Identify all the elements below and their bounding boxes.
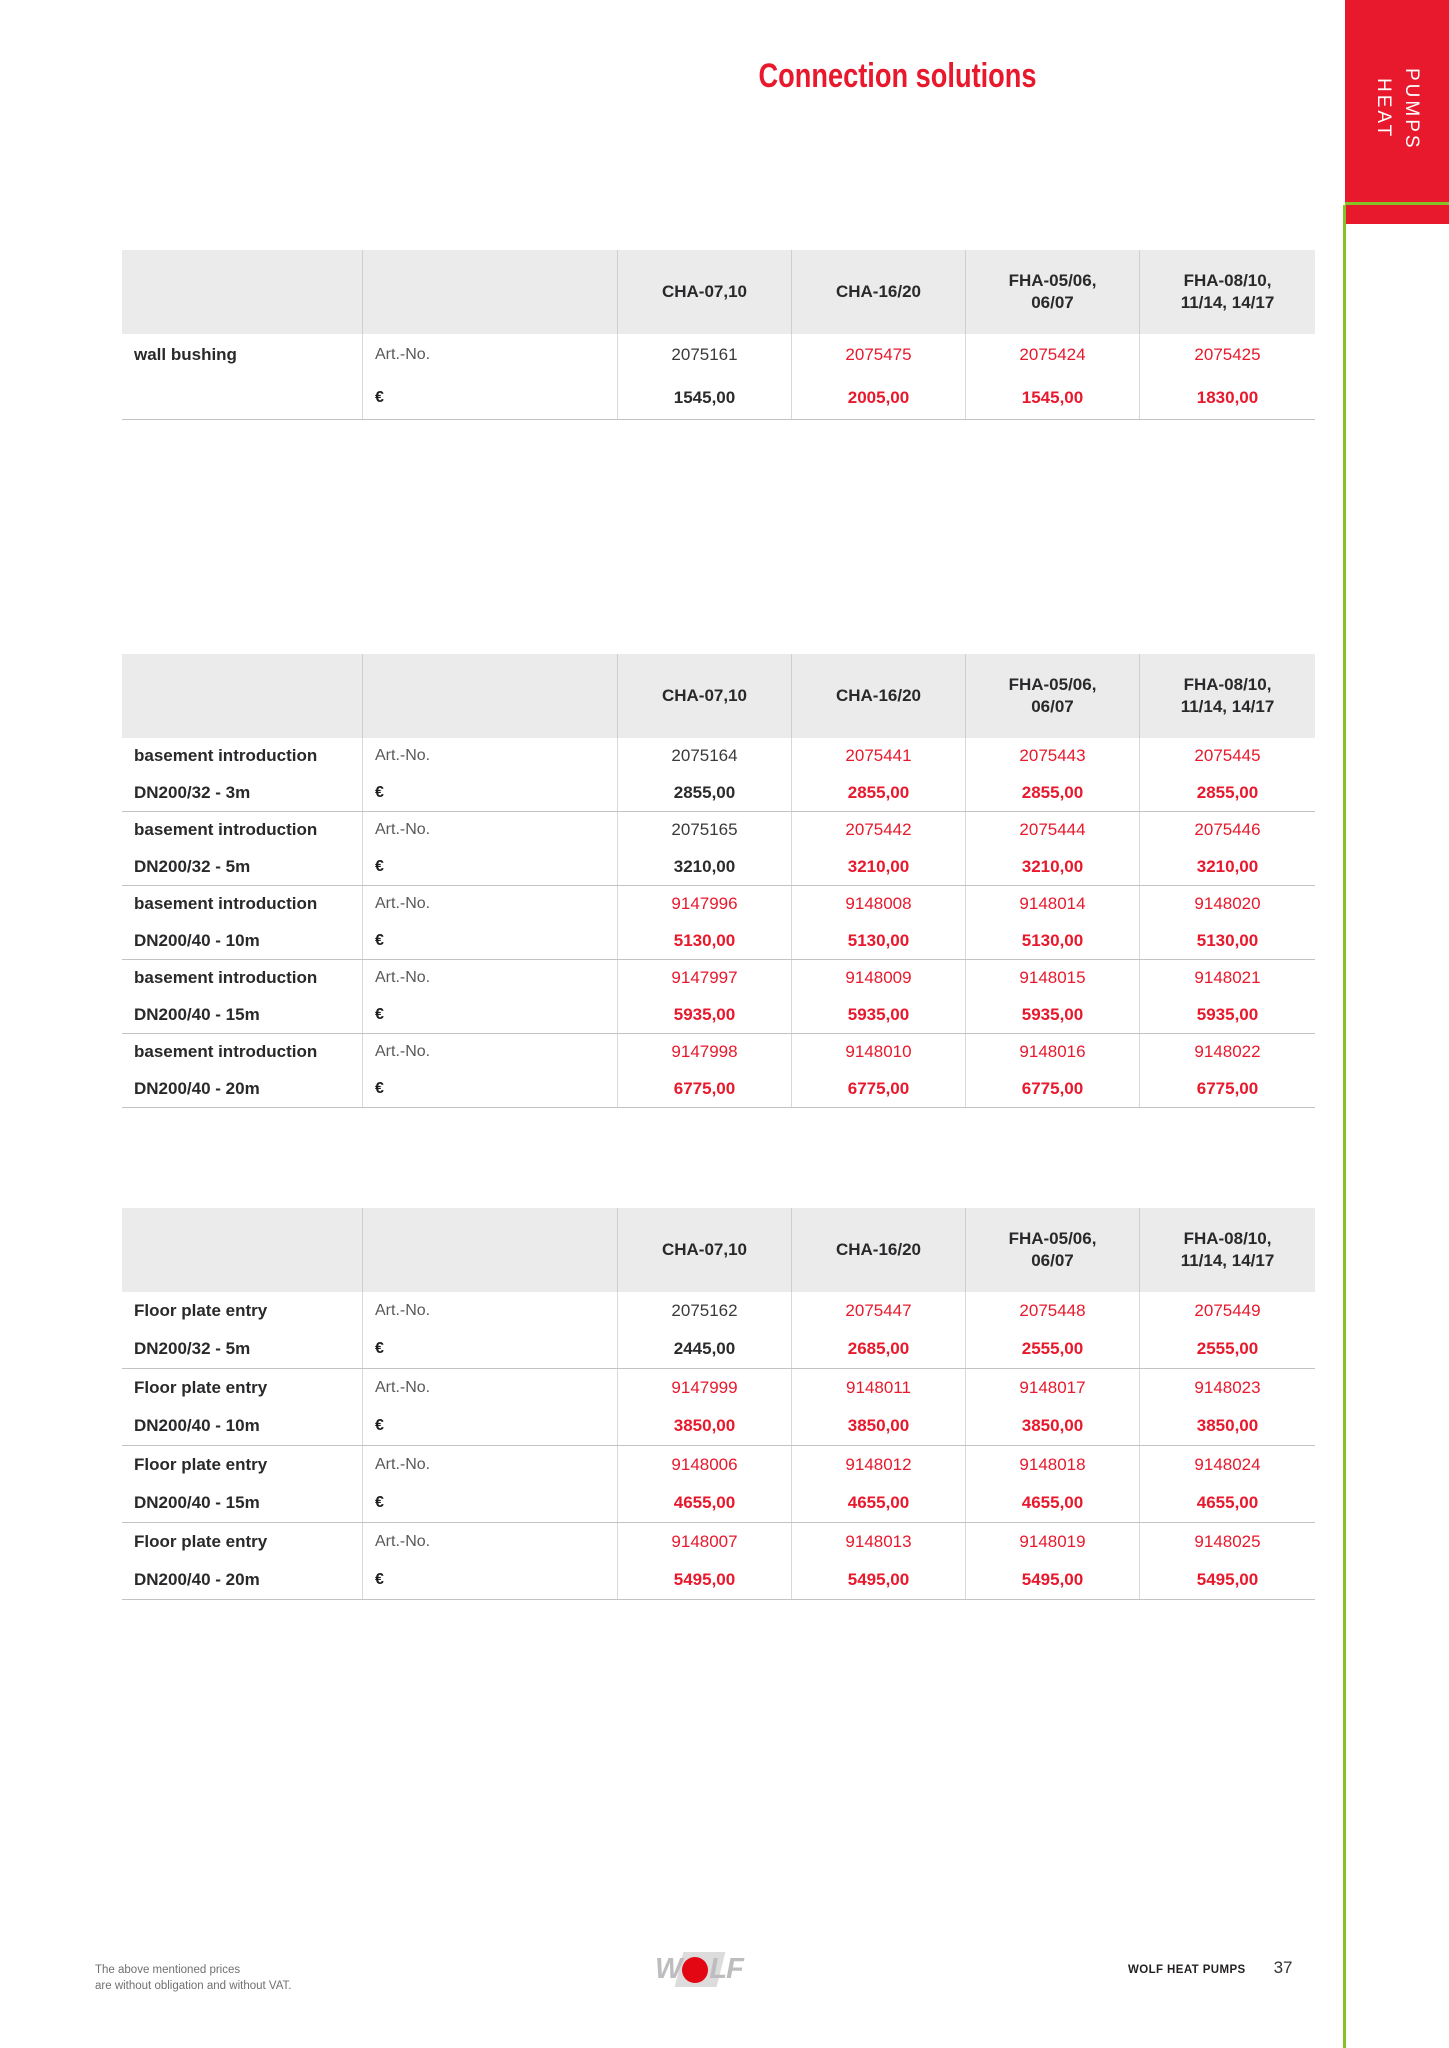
- row-label-cell: [363, 812, 618, 885]
- price-value: 5935,00: [673, 1004, 736, 1024]
- art-no-value: 2075446: [1194, 820, 1261, 840]
- art-no-label: Art.-No.: [375, 1379, 431, 1396]
- product-name-line2: DN200/40 - 10m: [134, 930, 260, 950]
- side-tab-line1: HEAT: [1373, 78, 1394, 140]
- product-name-line1: basement introduction: [134, 894, 318, 914]
- euro-label: €: [375, 1494, 384, 1511]
- product-name-cell: [122, 886, 363, 959]
- column-header: [966, 250, 1140, 334]
- price-value: 4655,00: [1021, 1493, 1084, 1512]
- wolf-logo: [655, 1951, 747, 1988]
- footer-brand-label: WOLF HEAT PUMPS: [1128, 1964, 1246, 1976]
- product-name-line1: basement introduction: [134, 820, 318, 840]
- euro-label: €: [375, 857, 384, 875]
- table-row: [122, 1523, 1315, 1600]
- art-no-value: 2075441: [845, 746, 912, 766]
- row-label-cell: [363, 738, 618, 811]
- art-no-label: Art.-No.: [375, 1302, 431, 1319]
- column-header-blank: [363, 1208, 618, 1292]
- table-row: [122, 738, 1315, 812]
- column-header-line1: CHA-16/20: [835, 1240, 922, 1259]
- art-no-value: 9147999: [671, 1378, 738, 1397]
- table-row: [122, 1446, 1315, 1523]
- price-value: 2445,00: [673, 1339, 736, 1358]
- euro-label: €: [375, 1340, 384, 1357]
- product-name-cell: [122, 1523, 363, 1599]
- price-value: 5130,00: [673, 930, 736, 950]
- art-no-value: 9148010: [845, 1042, 912, 1062]
- price-cell: [618, 812, 792, 885]
- table-header-row: [122, 1208, 1315, 1292]
- table-row: [122, 1292, 1315, 1369]
- wolf-logo-o-dot: [682, 1957, 708, 1983]
- column-header-blank: [122, 1208, 363, 1292]
- price-cell: [618, 1034, 792, 1107]
- column-header-line1: CHA-07,10: [661, 1240, 748, 1259]
- art-no-value: 2075443: [1019, 746, 1086, 766]
- product-name-line2: DN200/40 - 10m: [134, 1416, 260, 1435]
- column-header: [966, 654, 1140, 738]
- row-label-cell: [363, 1446, 618, 1522]
- product-name-line1: Floor plate entry: [134, 1532, 268, 1551]
- art-no-value: 9147997: [671, 968, 738, 988]
- price-cell: [618, 886, 792, 959]
- art-no-value: 2075424: [1019, 345, 1086, 365]
- table-row: [122, 886, 1315, 960]
- art-no-value: 9148011: [846, 1378, 911, 1397]
- art-no-value: 9148013: [845, 1532, 912, 1551]
- row-label-cell: [363, 1292, 618, 1368]
- price-value: 1545,00: [1021, 387, 1084, 407]
- table-row: [122, 334, 1315, 420]
- art-no-value: 2075425: [1194, 345, 1261, 365]
- price-value: 4655,00: [673, 1493, 736, 1512]
- column-header: [618, 654, 792, 738]
- price-value: 3210,00: [1021, 856, 1084, 876]
- price-cell: [792, 1034, 966, 1107]
- price-value: 2855,00: [1196, 782, 1259, 802]
- column-header: [618, 1208, 792, 1292]
- footer-note-line2: are without obligation and without VAT.: [95, 1980, 292, 1992]
- wolf-logo-letters: [655, 1951, 743, 1988]
- art-no-value: 2075164: [671, 746, 738, 766]
- art-no-value: 9148020: [1194, 894, 1261, 914]
- art-no-value: 2075165: [671, 820, 738, 840]
- price-cell: [792, 1369, 966, 1445]
- price-value: 4655,00: [1196, 1493, 1259, 1512]
- product-name-line1: Floor plate entry: [134, 1301, 268, 1320]
- price-cell: [1140, 334, 1315, 419]
- price-value: 5495,00: [1021, 1570, 1084, 1589]
- art-no-value: 2075475: [845, 345, 912, 365]
- column-header-line1: CHA-16/20: [835, 686, 922, 705]
- art-no-value: 2075442: [845, 820, 912, 840]
- price-cell: [1140, 1446, 1315, 1522]
- product-name-line2: DN200/32 - 5m: [134, 856, 251, 876]
- price-cell: [1140, 1369, 1315, 1445]
- column-header-line1: CHA-16/20: [835, 282, 922, 301]
- price-cell: [792, 1446, 966, 1522]
- column-header-line1: FHA-08/10,: [1183, 271, 1272, 290]
- art-no-value: 2075162: [671, 1301, 738, 1320]
- price-value: 2555,00: [1021, 1339, 1084, 1358]
- price-value: 5935,00: [1196, 1004, 1259, 1024]
- price-value: 6775,00: [673, 1078, 736, 1098]
- price-cell: [792, 1292, 966, 1368]
- price-cell: [1140, 1034, 1315, 1107]
- price-value: 5130,00: [1021, 930, 1084, 950]
- price-cell: [966, 812, 1140, 885]
- price-value: 5495,00: [1196, 1570, 1259, 1589]
- price-value: 1545,00: [673, 387, 736, 407]
- red-accent-strip: [1345, 205, 1449, 224]
- price-cell: [618, 738, 792, 811]
- price-cell: [966, 334, 1140, 419]
- column-header-line2: 11/14, 14/17: [1180, 293, 1275, 312]
- price-cell: [618, 334, 792, 419]
- price-value: 6775,00: [1196, 1078, 1259, 1098]
- art-no-value: 9148018: [1019, 1455, 1086, 1474]
- euro-label: €: [375, 1079, 384, 1097]
- table-row: [122, 960, 1315, 1034]
- price-value: 5495,00: [673, 1570, 736, 1589]
- price-value: 3210,00: [1196, 856, 1259, 876]
- column-header-line1: FHA-08/10,: [1183, 1229, 1272, 1248]
- row-label-cell: [363, 1523, 618, 1599]
- art-no-value: 9148019: [1019, 1532, 1086, 1551]
- product-name-cell: [122, 1034, 363, 1107]
- art-no-value: 2075448: [1019, 1301, 1086, 1320]
- price-cell: [618, 1523, 792, 1599]
- column-header-line1: FHA-05/06,: [1008, 675, 1097, 694]
- art-no-label: Art.-No.: [375, 346, 431, 364]
- art-no-value: 2075449: [1194, 1301, 1261, 1320]
- price-cell: [792, 1523, 966, 1599]
- column-header: [792, 1208, 966, 1292]
- price-cell: [1140, 738, 1315, 811]
- product-name-cell: [122, 738, 363, 811]
- price-cell: [792, 738, 966, 811]
- price-cell: [792, 886, 966, 959]
- column-header: [1140, 1208, 1315, 1292]
- art-no-value: 2075445: [1194, 746, 1261, 766]
- art-no-value: 9148012: [845, 1455, 912, 1474]
- art-no-value: 9147998: [671, 1042, 738, 1062]
- table-row: [122, 1034, 1315, 1108]
- column-header: [1140, 654, 1315, 738]
- price-value: 5495,00: [847, 1570, 910, 1589]
- column-header: [792, 250, 966, 334]
- product-name-cell: [122, 1292, 363, 1368]
- art-no-value: 2075447: [845, 1301, 912, 1320]
- art-no-label: Art.-No.: [375, 895, 431, 913]
- price-value: 3850,00: [1021, 1416, 1084, 1435]
- column-header-line1: FHA-05/06,: [1008, 1229, 1097, 1248]
- art-no-value: 9148021: [1194, 968, 1261, 988]
- price-value: 5935,00: [847, 1004, 910, 1024]
- footer-note-line1: The above mentioned prices: [95, 1964, 241, 1976]
- price-value: 3210,00: [847, 856, 910, 876]
- price-value: 3850,00: [847, 1416, 910, 1435]
- price-cell: [618, 960, 792, 1033]
- product-name-line2: DN200/40 - 20m: [134, 1078, 260, 1098]
- price-cell: [792, 960, 966, 1033]
- side-tab-label: [1369, 50, 1425, 168]
- price-value: 2855,00: [673, 782, 736, 802]
- art-no-value: 9148015: [1019, 968, 1086, 988]
- art-no-label: Art.-No.: [375, 1533, 431, 1550]
- column-header-blank: [363, 654, 618, 738]
- row-label-cell: [363, 1369, 618, 1445]
- table-row: [122, 812, 1315, 886]
- art-no-value: 9148023: [1194, 1378, 1261, 1397]
- table-header-row: [122, 654, 1315, 738]
- art-no-value: 2075444: [1019, 820, 1086, 840]
- price-cell: [966, 1523, 1140, 1599]
- wolf-logo-lf: LF: [709, 1953, 743, 1985]
- price-value: 2005,00: [847, 387, 910, 407]
- art-no-value: 9148017: [1019, 1378, 1086, 1397]
- product-name-cell: [122, 960, 363, 1033]
- price-cell: [966, 960, 1140, 1033]
- price-value: 4655,00: [847, 1493, 910, 1512]
- art-no-value: 9148009: [845, 968, 912, 988]
- column-header-line2: 06/07: [1031, 697, 1074, 716]
- column-header-line1: FHA-08/10,: [1183, 675, 1272, 694]
- column-header-blank: [363, 250, 618, 334]
- price-cell: [1140, 1523, 1315, 1599]
- product-name-cell: [122, 1446, 363, 1522]
- wolf-logo-w: W: [655, 1953, 682, 1985]
- product-name-line1: wall bushing: [134, 345, 237, 365]
- euro-label: €: [375, 1417, 384, 1434]
- euro-label: €: [375, 388, 384, 406]
- product-name-cell: [122, 812, 363, 885]
- euro-label: €: [375, 931, 384, 949]
- art-no-value: 9148024: [1194, 1455, 1261, 1474]
- price-cell: [792, 334, 966, 419]
- column-header-line1: CHA-07,10: [661, 282, 748, 301]
- product-name-line1: Floor plate entry: [134, 1378, 268, 1397]
- price-cell: [1140, 886, 1315, 959]
- price-value: 3850,00: [673, 1416, 736, 1435]
- price-cell: [966, 1446, 1140, 1522]
- euro-label: €: [375, 1005, 384, 1023]
- price-value: 5935,00: [1021, 1004, 1084, 1024]
- heat-pumps-side-tab: [1345, 0, 1449, 202]
- price-cell: [966, 1369, 1140, 1445]
- price-value: 2685,00: [847, 1339, 910, 1358]
- price-cell: [618, 1446, 792, 1522]
- art-no-value: 9148006: [671, 1455, 738, 1474]
- price-value: 2855,00: [1021, 782, 1084, 802]
- product-name-line2: DN200/40 - 20m: [134, 1570, 260, 1589]
- price-value: 6775,00: [1021, 1078, 1084, 1098]
- art-no-label: Art.-No.: [375, 969, 431, 987]
- art-no-value: 9148022: [1194, 1042, 1261, 1062]
- price-value: 5130,00: [1196, 930, 1259, 950]
- row-label-cell: [363, 886, 618, 959]
- product-name-line1: basement introduction: [134, 968, 318, 988]
- product-name-cell: [122, 334, 363, 419]
- product-name-line2: DN200/32 - 3m: [134, 782, 251, 802]
- column-header-line2: 06/07: [1031, 293, 1074, 312]
- price-value: 3850,00: [1196, 1416, 1259, 1435]
- price-cell: [792, 812, 966, 885]
- price-value: 2855,00: [847, 782, 910, 802]
- product-name-line1: basement introduction: [134, 1042, 318, 1062]
- art-no-label: Art.-No.: [375, 1043, 431, 1061]
- art-no-value: 9148016: [1019, 1042, 1086, 1062]
- euro-label: €: [375, 783, 384, 801]
- price-cell: [618, 1292, 792, 1368]
- column-header: [618, 250, 792, 334]
- art-no-value: 9148007: [671, 1532, 738, 1551]
- price-table-wall-bushing: [122, 250, 1315, 420]
- price-value: 2555,00: [1196, 1339, 1259, 1358]
- art-no-label: Art.-No.: [375, 821, 431, 839]
- price-cell: [966, 738, 1140, 811]
- art-no-value: 9147996: [671, 894, 738, 914]
- euro-label: €: [375, 1571, 384, 1588]
- price-value: 3210,00: [673, 856, 736, 876]
- page-number: 37: [1273, 1958, 1293, 1977]
- price-cell: [1140, 812, 1315, 885]
- row-label-cell: [363, 1034, 618, 1107]
- footer-right: [1128, 1958, 1308, 1978]
- page-title: Connection solutions: [758, 57, 1037, 95]
- green-divider-vertical: [1343, 205, 1346, 2048]
- price-cell: [1140, 960, 1315, 1033]
- product-name-line1: Floor plate entry: [134, 1455, 268, 1474]
- product-name-line1: basement introduction: [134, 746, 318, 766]
- column-header-blank: [122, 250, 363, 334]
- column-header-line2: 06/07: [1031, 1251, 1074, 1270]
- art-no-value: 2075161: [671, 345, 738, 365]
- table-header-row: [122, 250, 1315, 334]
- row-label-cell: [363, 334, 618, 419]
- table-row: [122, 1369, 1315, 1446]
- column-header-line2: 11/14, 14/17: [1180, 1251, 1275, 1270]
- product-name-line2: DN200/40 - 15m: [134, 1004, 260, 1024]
- price-cell: [966, 1292, 1140, 1368]
- art-no-value: 9148014: [1019, 894, 1086, 914]
- art-no-value: 9148025: [1194, 1532, 1261, 1551]
- column-header: [966, 1208, 1140, 1292]
- product-name-cell: [122, 1369, 363, 1445]
- column-header-blank: [122, 654, 363, 738]
- row-label-cell: [363, 960, 618, 1033]
- art-no-label: Art.-No.: [375, 1456, 431, 1473]
- column-header: [1140, 250, 1315, 334]
- product-name-line2: DN200/40 - 15m: [134, 1493, 260, 1512]
- price-cell: [1140, 1292, 1315, 1368]
- column-header-line1: CHA-07,10: [661, 686, 748, 705]
- column-header: [792, 654, 966, 738]
- art-no-label: Art.-No.: [375, 747, 431, 765]
- art-no-value: 9148008: [845, 894, 912, 914]
- price-cell: [966, 1034, 1140, 1107]
- price-cell: [618, 1369, 792, 1445]
- product-name-line2: DN200/32 - 5m: [134, 1339, 251, 1358]
- price-value: 5130,00: [847, 930, 910, 950]
- price-cell: [966, 886, 1140, 959]
- column-header-line1: FHA-05/06,: [1008, 271, 1097, 290]
- footer-price-note: [95, 1962, 291, 1994]
- price-value: 1830,00: [1196, 387, 1259, 407]
- price-table-floor-plate-entry: [122, 1208, 1315, 1600]
- price-table-basement-introduction: [122, 654, 1315, 1108]
- column-header-line2: 11/14, 14/17: [1180, 697, 1275, 716]
- price-value: 6775,00: [847, 1078, 910, 1098]
- side-tab-line2: PUMPS: [1401, 67, 1422, 151]
